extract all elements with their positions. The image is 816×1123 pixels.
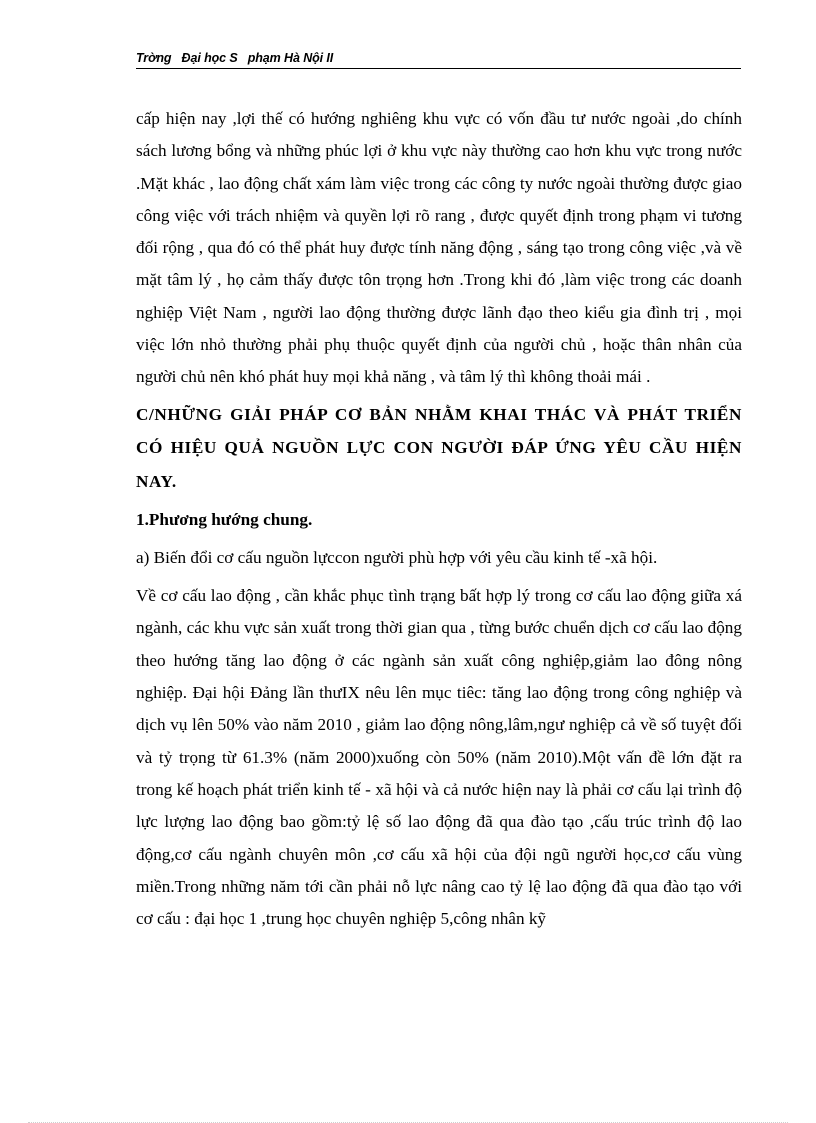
subheading-general-direction: 1.Phương hướng chung. xyxy=(136,510,313,530)
document-body xyxy=(136,103,742,935)
section-heading: C/NHỮNG GIẢI PHÁP CƠ BẢN NHẰM KHAI THÁC VÀ PHÁT TRIỂN CÓ HIỆU QUẢ NGUỒN LỰC CON NGƯỜI ĐÁP ỨNG YÊU CẦU HIỆN NAY. xyxy=(136,404,742,491)
paragraph-2: Về cơ cấu lao động , cần khắc phục tình trạng bất hợp lý trong cơ cấu lao động giữa xá ngành, các khu vực sản xuất trong thời gian qua , từng bước chuển dịch cơ cấu lao động theo hướng tăng lao động ở các ngành sản xuất công nghiệp,giảm lao đông nông nghiệp. Đại hội Đảng lần thưIX nêu lên mục tiêc: tăng lao động trong công nghiệp và dịch vụ lên 50% vào năm 2010 , giảm lao động nông,lâm,ngư nghiệp cả về số tuyệt đối và tỷ trọng từ 61.3% (năm 2000)xuống còn 50% (năm 2010).Một vấn đề lớn đặt ra trong kế hoạch phát triển kinh tế - xã hội và cả nước hiện nay là phải cơ cấu lại trình độ lực lượng lao động bao gồm:tỷ lệ số lao động đã qua đào tạo ,cấu trúc trình độ lao động,cơ cấu ngành chuyên môn ,cơ cấu xã hội của đội ngũ người học,cơ cấu vùng miền.Trong những năm tới cần phải nỗ lực nâng cao tỷ lệ lao động đã qua đào tạo với cơ cấu : đại học 1 ,trung học chuyên nghiệp 5,công nhân kỹ xyxy=(136,586,742,929)
subsection-a: a) Biến đổi cơ cấu nguồn lựccon người phù hợp với yêu cầu kinh tế -xã hội. xyxy=(136,548,658,568)
page-header xyxy=(136,50,741,69)
header-text: Trờng Đại học S phạm Hà Nội II xyxy=(136,51,334,65)
paragraph-1: cấp hiện nay ,lợi thế có hướng nghiêng khu vực có vốn đầu tư nước ngoài ,do chính sách lương bổng và những phúc lợi ở khu vực này thường cao hơn khu vực trong nước .Mặt khác , lao động chất xám làm việc trong các công ty nước ngoài thường được giao công việc với trách nhiệm và quyền lợi rõ rang , được quyết định trong phạm vi tương đối rộng , qua đó có thể phát huy được tính năng động , sáng tạo trong công việc ,và về mặt tâm lý , họ cảm thấy được tôn trọng hơn .Trong khi đó ,làm việc trong các doanh nghiệp Việt Nam , người lao động thường được lãnh đạo theo kiểu gia đình trị , mọi việc lớn nhỏ thường phải phụ thuộc quyết định của người chủ , hoặc thân nhân của người chủ nên khó phát huy mọi khả năng , và tâm lý thì không thoải mái . xyxy=(136,109,742,387)
